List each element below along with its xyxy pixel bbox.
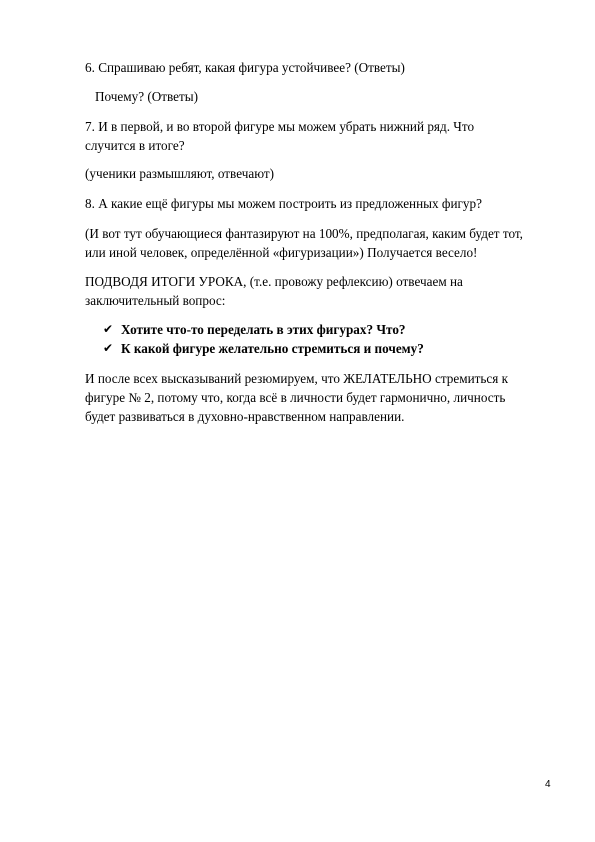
paragraph-7: [85, 117, 560, 155]
list-item-text: Хотите что-то переделать в этих фигурах? Что?: [121, 322, 406, 337]
list-item-text: К какой фигуре желательно стремиться и почему?: [121, 341, 424, 356]
summary-line-1: ПОДВОДЯ ИТОГИ УРОКА, (т.е. провожу рефлексию) отвечаем на: [85, 274, 463, 289]
paragraph-6-text: 6. Спрашиваю ребят, какая фигура устойчивее? (Ответы): [85, 60, 405, 75]
paragraph-6-followup: [95, 87, 570, 106]
summary-paragraph: [85, 272, 560, 310]
question-list: [103, 320, 543, 358]
paragraph-7-comment: [85, 164, 560, 183]
paragraph-7-line-1: 7. И в первой, и во второй фигуре мы можем убрать нижний ряд. Что: [85, 119, 475, 134]
paragraph-8-text: 8. А какие ещё фигуры мы можем построить из предложенных фигур?: [85, 196, 482, 211]
paragraph-8-comment: [85, 224, 560, 262]
conclusion-line-3: будет развиваться в духовно-нравственном направлении.: [85, 409, 405, 424]
conclusion-line-2: фигуре № 2, потому что, когда всё в личности будет гармонично, личность: [85, 390, 506, 405]
paragraph-8-comment-line-1: (И вот тут обучающиеся фантазируют на 100%, предполагая, каким будет тот,: [85, 226, 523, 241]
checkmark-icon: ✔: [103, 322, 114, 336]
page-number: 4: [545, 779, 551, 790]
paragraph-6: [85, 58, 560, 77]
list-item: [103, 339, 543, 358]
list-item: [103, 320, 543, 339]
paragraph-8-comment-line-2: или иной человек, определённой «фигуризации») Получается весело!: [85, 245, 478, 260]
conclusion-line-1: И после всех высказываний резюмируем, что ЖЕЛАТЕЛЬНО стремиться к: [85, 371, 509, 386]
summary-line-2: заключительный вопрос:: [85, 293, 226, 308]
paragraph-6-followup-text: Почему? (Ответы): [95, 89, 199, 104]
conclusion-paragraph: [85, 369, 560, 426]
paragraph-8: [85, 194, 560, 213]
paragraph-7-comment-text: (ученики размышляют, отвечают): [85, 166, 275, 181]
checkmark-icon: ✔: [103, 341, 114, 355]
paragraph-7-line-2: случится в итоге?: [85, 138, 185, 153]
